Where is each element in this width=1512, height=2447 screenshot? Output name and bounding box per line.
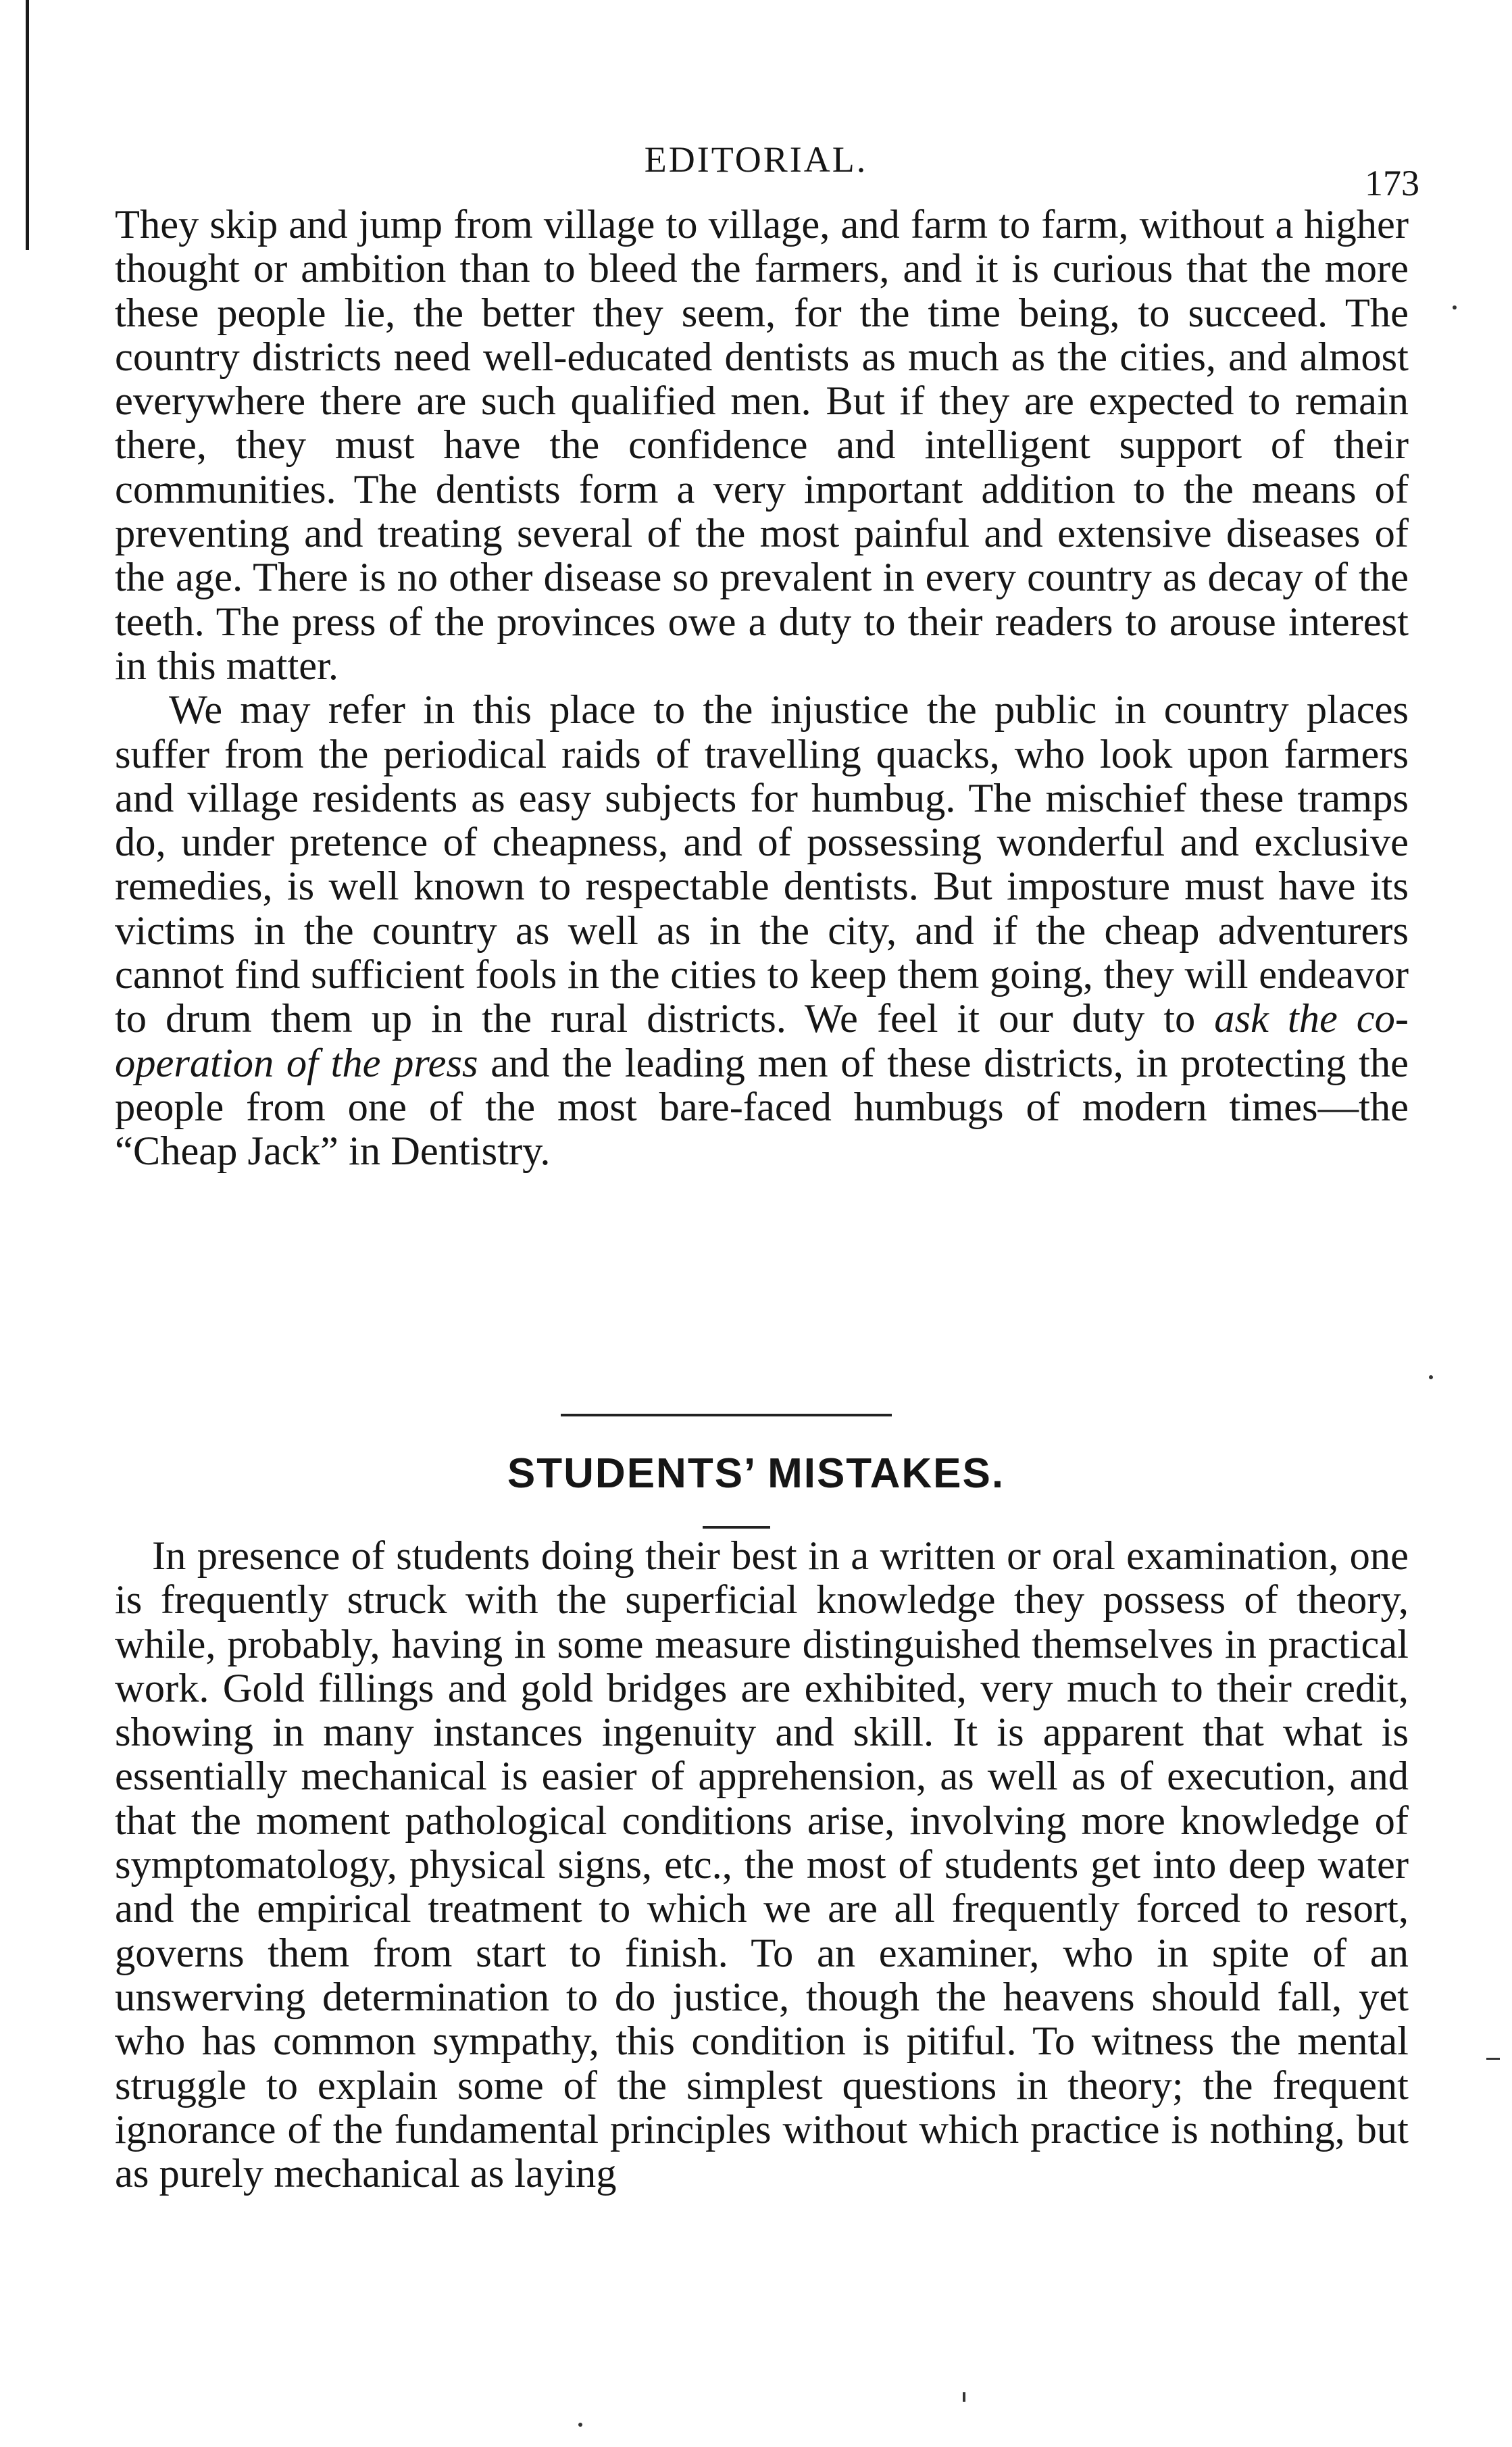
margin-dash: [1486, 2058, 1500, 2060]
students-mistakes-text: [115, 1534, 1409, 2196]
running-head: EDITORIAL.: [644, 139, 868, 180]
section-divider: [561, 1414, 892, 1416]
editorial-text: [115, 203, 1409, 1174]
heading-underline: [703, 1526, 770, 1529]
editorial-paragraph-2-text: We may refer in this place to the injustice the public in country places suffer from the periodical raids of travelling quacks, who look upon farmers and village residents as easy subjects for humbug. The mischief these tramps do, under pretence of cheapness, and of possessing wonderful and exclusive remedies, is well known to respectable dentists. But imposture must have its victims in the country as well as in the city, and if the cheap adventurers cannot find sufficient fools in the cities to keep them going, they will endeavor to drum them up in the rural districts. We feel it our duty to: [115, 687, 1409, 1042]
section-heading: STUDENTS’ MISTAKES.: [507, 1450, 1005, 1497]
editorial-paragraph-2: [115, 688, 1409, 1173]
editorial-closing-text: and the leading men of these districts, in protecting the people from one of the most bare-faced humbugs of modern times—the “Cheap Jack” in Dentistry.: [115, 1040, 1409, 1175]
page-number: 173: [1365, 163, 1419, 203]
page-edge-line: [26, 0, 29, 250]
margin-speck: [1429, 1375, 1433, 1379]
margin-speck: [963, 2392, 965, 2402]
students-paragraph: In presence of students doing their best in a written or oral examination, one is frequently struck with the superficial knowledge they possess of theory, while, probably, having in some measure distinguished themselves in practical work. Gold fillings and gold bridges are exhibited, very much to their credit, showing in many instances ingenuity and skill. It is apparent that what is essentially mechanical is easier of apprehension, as well as of execution, and that the moment pathological conditions arise, involving more knowledge of symptomatology, physical signs, etc., the most of students get into deep water and the empirical treatment to which we are all frequently forced to resort, governs them from start to finish. To an examiner, who in spite of an unswerving determination to do justice, though the heavens should fall, yet who has common sympathy, this condition is pitiful. To witness the mental struggle to explain some of the simplest questions in theory; the frequent ignorance of the fundamental principles without which practice is nothing, but as purely mechanical as laying: [115, 1533, 1409, 2197]
emphasis-phrase: ask the co-operation of the press: [115, 996, 1409, 1086]
editorial-paragraph-1: They skip and jump from village to village, and farm to farm, without a higher thought or ambition than to bleed the farmers, and it is curious that the more these people lie, the better they seem, for the time being, to succeed. The country districts need well-educated dentists as much as the cities, and almost everywhere there are such qualified men. But if they are expected to remain there, they must have the confidence and intelligent support of their communities. The dentists form a very important addition to the means of preventing and treating several of the most painful and extensive diseases of the age. There is no other disease so prevalent in every country as decay of the teeth. The press of the provinces owe a duty to their readers to arouse interest in this matter.: [115, 202, 1409, 689]
margin-speck: [578, 2423, 582, 2427]
margin-speck: [1453, 305, 1457, 310]
